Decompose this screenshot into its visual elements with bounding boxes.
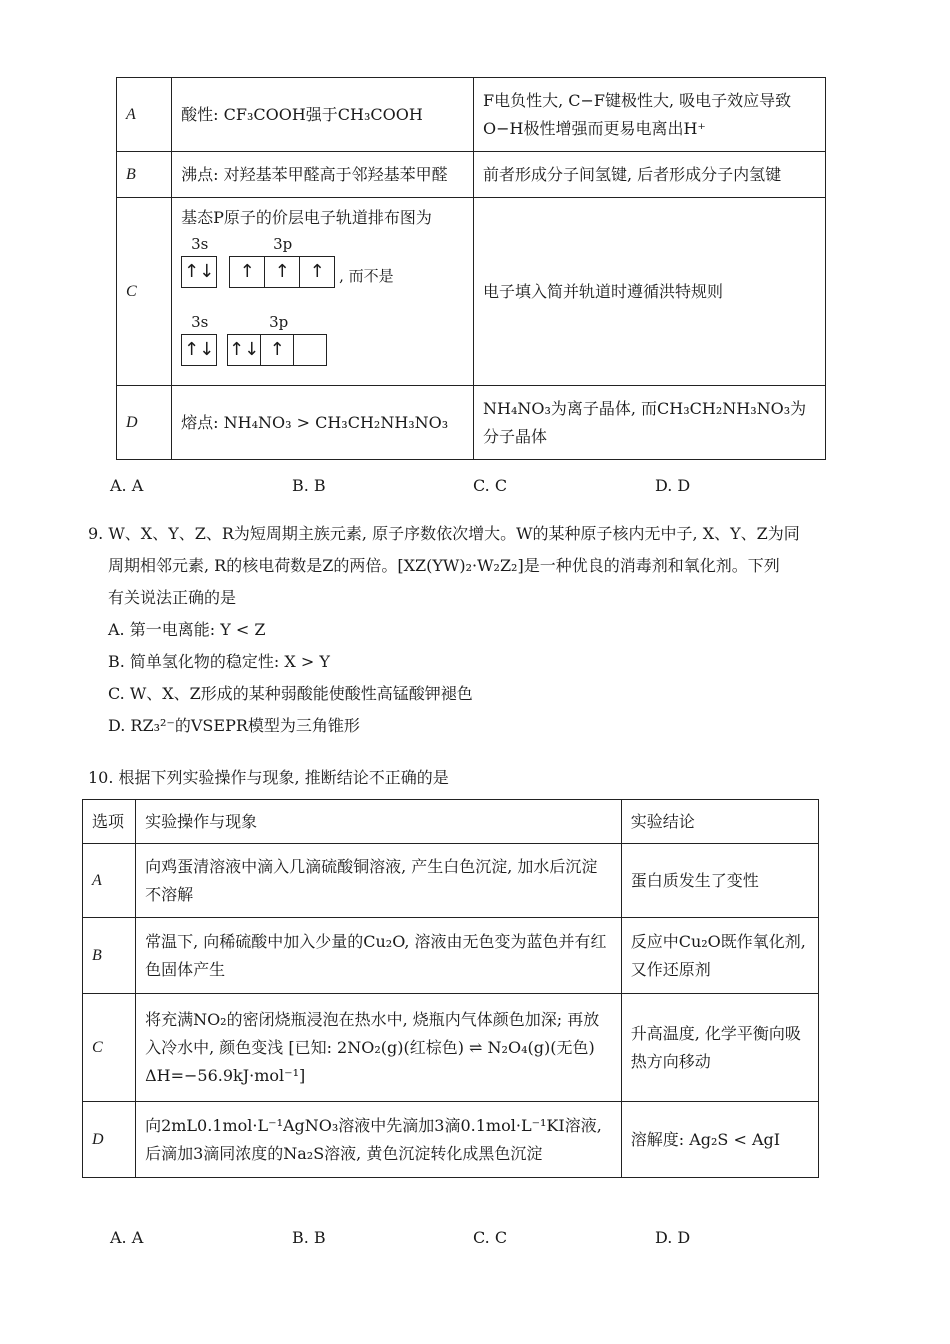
orbital-cell: ↑ <box>309 260 325 282</box>
row-label: B <box>83 918 136 994</box>
orbital-intro: 基态P原子的价层电子轨道排布图为 <box>181 207 432 227</box>
table-row <box>83 994 819 1102</box>
row-reason: F电负性大, C−F键极性大, 吸电子效应导致O−H极性增强而更易电离出H⁺ <box>473 78 825 152</box>
question-8-table <box>116 77 826 460</box>
orbital-3p-box <box>229 256 335 288</box>
orbital-3s-box <box>181 334 217 366</box>
orbital-cell: ↑↓ <box>184 260 215 282</box>
option-d[interactable]: D. D <box>655 476 691 495</box>
question-9-option-b[interactable]: B. 简单氢化物的稳定性: X > Y <box>108 652 330 671</box>
row-operation: 向鸡蛋清溶液中滴入几滴硫酸铜溶液, 产生白色沉淀, 加水后沉淀不溶解 <box>136 844 622 918</box>
question-10-table <box>82 799 819 1178</box>
table-header-row <box>83 800 819 844</box>
orbital-3p-label: 3p <box>269 312 289 331</box>
orbital-3s-box <box>181 256 217 288</box>
orbital-cell <box>294 335 326 365</box>
row-reason: NH₄NO₃为离子晶体, 而CH₃CH₂NH₃NO₃为分子晶体 <box>473 386 825 460</box>
row-conclusion: 溶解度: Ag₂S < AgI <box>621 1102 818 1178</box>
table-row <box>117 78 826 152</box>
option-c[interactable]: C. C <box>473 1228 508 1247</box>
orbital-cell: ↑ <box>265 257 300 287</box>
orbital-not-text: , 而不是 <box>339 266 394 285</box>
orbital-cell: ↑ <box>261 335 294 365</box>
table-row <box>117 198 826 386</box>
orbital-3p-box <box>227 334 327 366</box>
question-9 <box>88 518 878 742</box>
table-row <box>117 152 826 198</box>
header-conclusion: 实验结论 <box>621 800 818 844</box>
orbital-3s-label: 3s <box>191 312 209 331</box>
question-9-option-a[interactable]: A. 第一电离能: Y < Z <box>108 620 266 639</box>
table-row <box>83 844 819 918</box>
option-d[interactable]: D. D <box>655 1228 691 1247</box>
row-statement: 酸性: CF₃COOH强于CH₃COOH <box>172 78 474 152</box>
orbital-cell: ↑↓ <box>228 335 261 365</box>
header-operation: 实验操作与现象 <box>136 800 622 844</box>
orbital-diagram-wrong <box>181 310 464 380</box>
question-9-line: 有关说法正确的是 <box>108 588 237 607</box>
row-statement: 熔点: NH₄NO₃ > CH₃CH₂NH₃NO₃ <box>172 386 474 460</box>
table-row <box>83 918 819 994</box>
question-9-line: 9. W、X、Y、Z、R为短周期主族元素, 原子序数依次增大。W的某种原子核内无中子, X、Y、Z为同 <box>88 524 800 543</box>
row-reason: 前者形成分子间氢键, 后者形成分子内氢键 <box>473 152 825 198</box>
orbital-diagram-correct <box>181 232 464 322</box>
option-a[interactable]: A. A <box>110 476 144 495</box>
option-b[interactable]: B. B <box>292 1228 326 1247</box>
question-10-stem: 10. 根据下列实验操作与现象, 推断结论不正确的是 <box>88 768 449 787</box>
orbital-cell: ↑↓ <box>184 338 215 360</box>
question-9-option-d[interactable]: D. RZ₃²⁻的VSEPR模型为三角锥形 <box>108 716 360 735</box>
row-label: B <box>117 152 172 198</box>
row-label: C <box>117 198 172 386</box>
row-conclusion: 反应中Cu₂O既作氧化剂, 又作还原剂 <box>621 918 818 994</box>
row-statement: 沸点: 对羟基苯甲醛高于邻羟基苯甲醛 <box>172 152 474 198</box>
question-9-line: 周期相邻元素, R的核电荷数是Z的两倍。[XZ(YW)₂·W₂Z₂]是一种优良的消毒剂和氧化剂。下列 <box>108 556 780 575</box>
option-b[interactable]: B. B <box>292 476 326 495</box>
row-label: D <box>117 386 172 460</box>
row-statement <box>172 198 474 386</box>
row-operation: 向2mL0.1mol·L⁻¹AgNO₃溶液中先滴加3滴0.1mol·L⁻¹KI溶液, 后滴加3滴同浓度的Na₂S溶液, 黄色沉淀转化成黑色沉淀 <box>136 1102 622 1178</box>
row-conclusion: 蛋白质发生了变性 <box>621 844 818 918</box>
row-label: A <box>83 844 136 918</box>
question-9-option-c[interactable]: C. W、X、Z形成的某种弱酸能使酸性高锰酸钾褪色 <box>108 684 473 703</box>
row-reason: 电子填入简并轨道时遵循洪特规则 <box>473 198 825 386</box>
row-operation: 常温下, 向稀硫酸中加入少量的Cu₂O, 溶液由无色变为蓝色并有红色固体产生 <box>136 918 622 994</box>
row-label: C <box>83 994 136 1102</box>
row-operation: 将充满NO₂的密闭烧瓶浸泡在热水中, 烧瓶内气体颜色加深; 再放入冷水中, 颜色变浅 [已知: 2NO₂(g)(红棕色) ⇌ N₂O₄(g)(无色) ΔH=−56.9kJ·mol⁻¹] <box>136 994 622 1102</box>
header-option: 选项 <box>83 800 136 844</box>
row-conclusion: 升高温度, 化学平衡向吸热方向移动 <box>621 994 818 1102</box>
orbital-cell: ↑ <box>230 257 265 287</box>
orbital-3s-label: 3s <box>191 234 209 253</box>
option-a[interactable]: A. A <box>110 1228 144 1247</box>
table-row <box>117 386 826 460</box>
table-row <box>83 1102 819 1178</box>
row-label: A <box>117 78 172 152</box>
option-c[interactable]: C. C <box>473 476 508 495</box>
row-label: D <box>83 1102 136 1178</box>
orbital-3p-label: 3p <box>273 234 293 253</box>
